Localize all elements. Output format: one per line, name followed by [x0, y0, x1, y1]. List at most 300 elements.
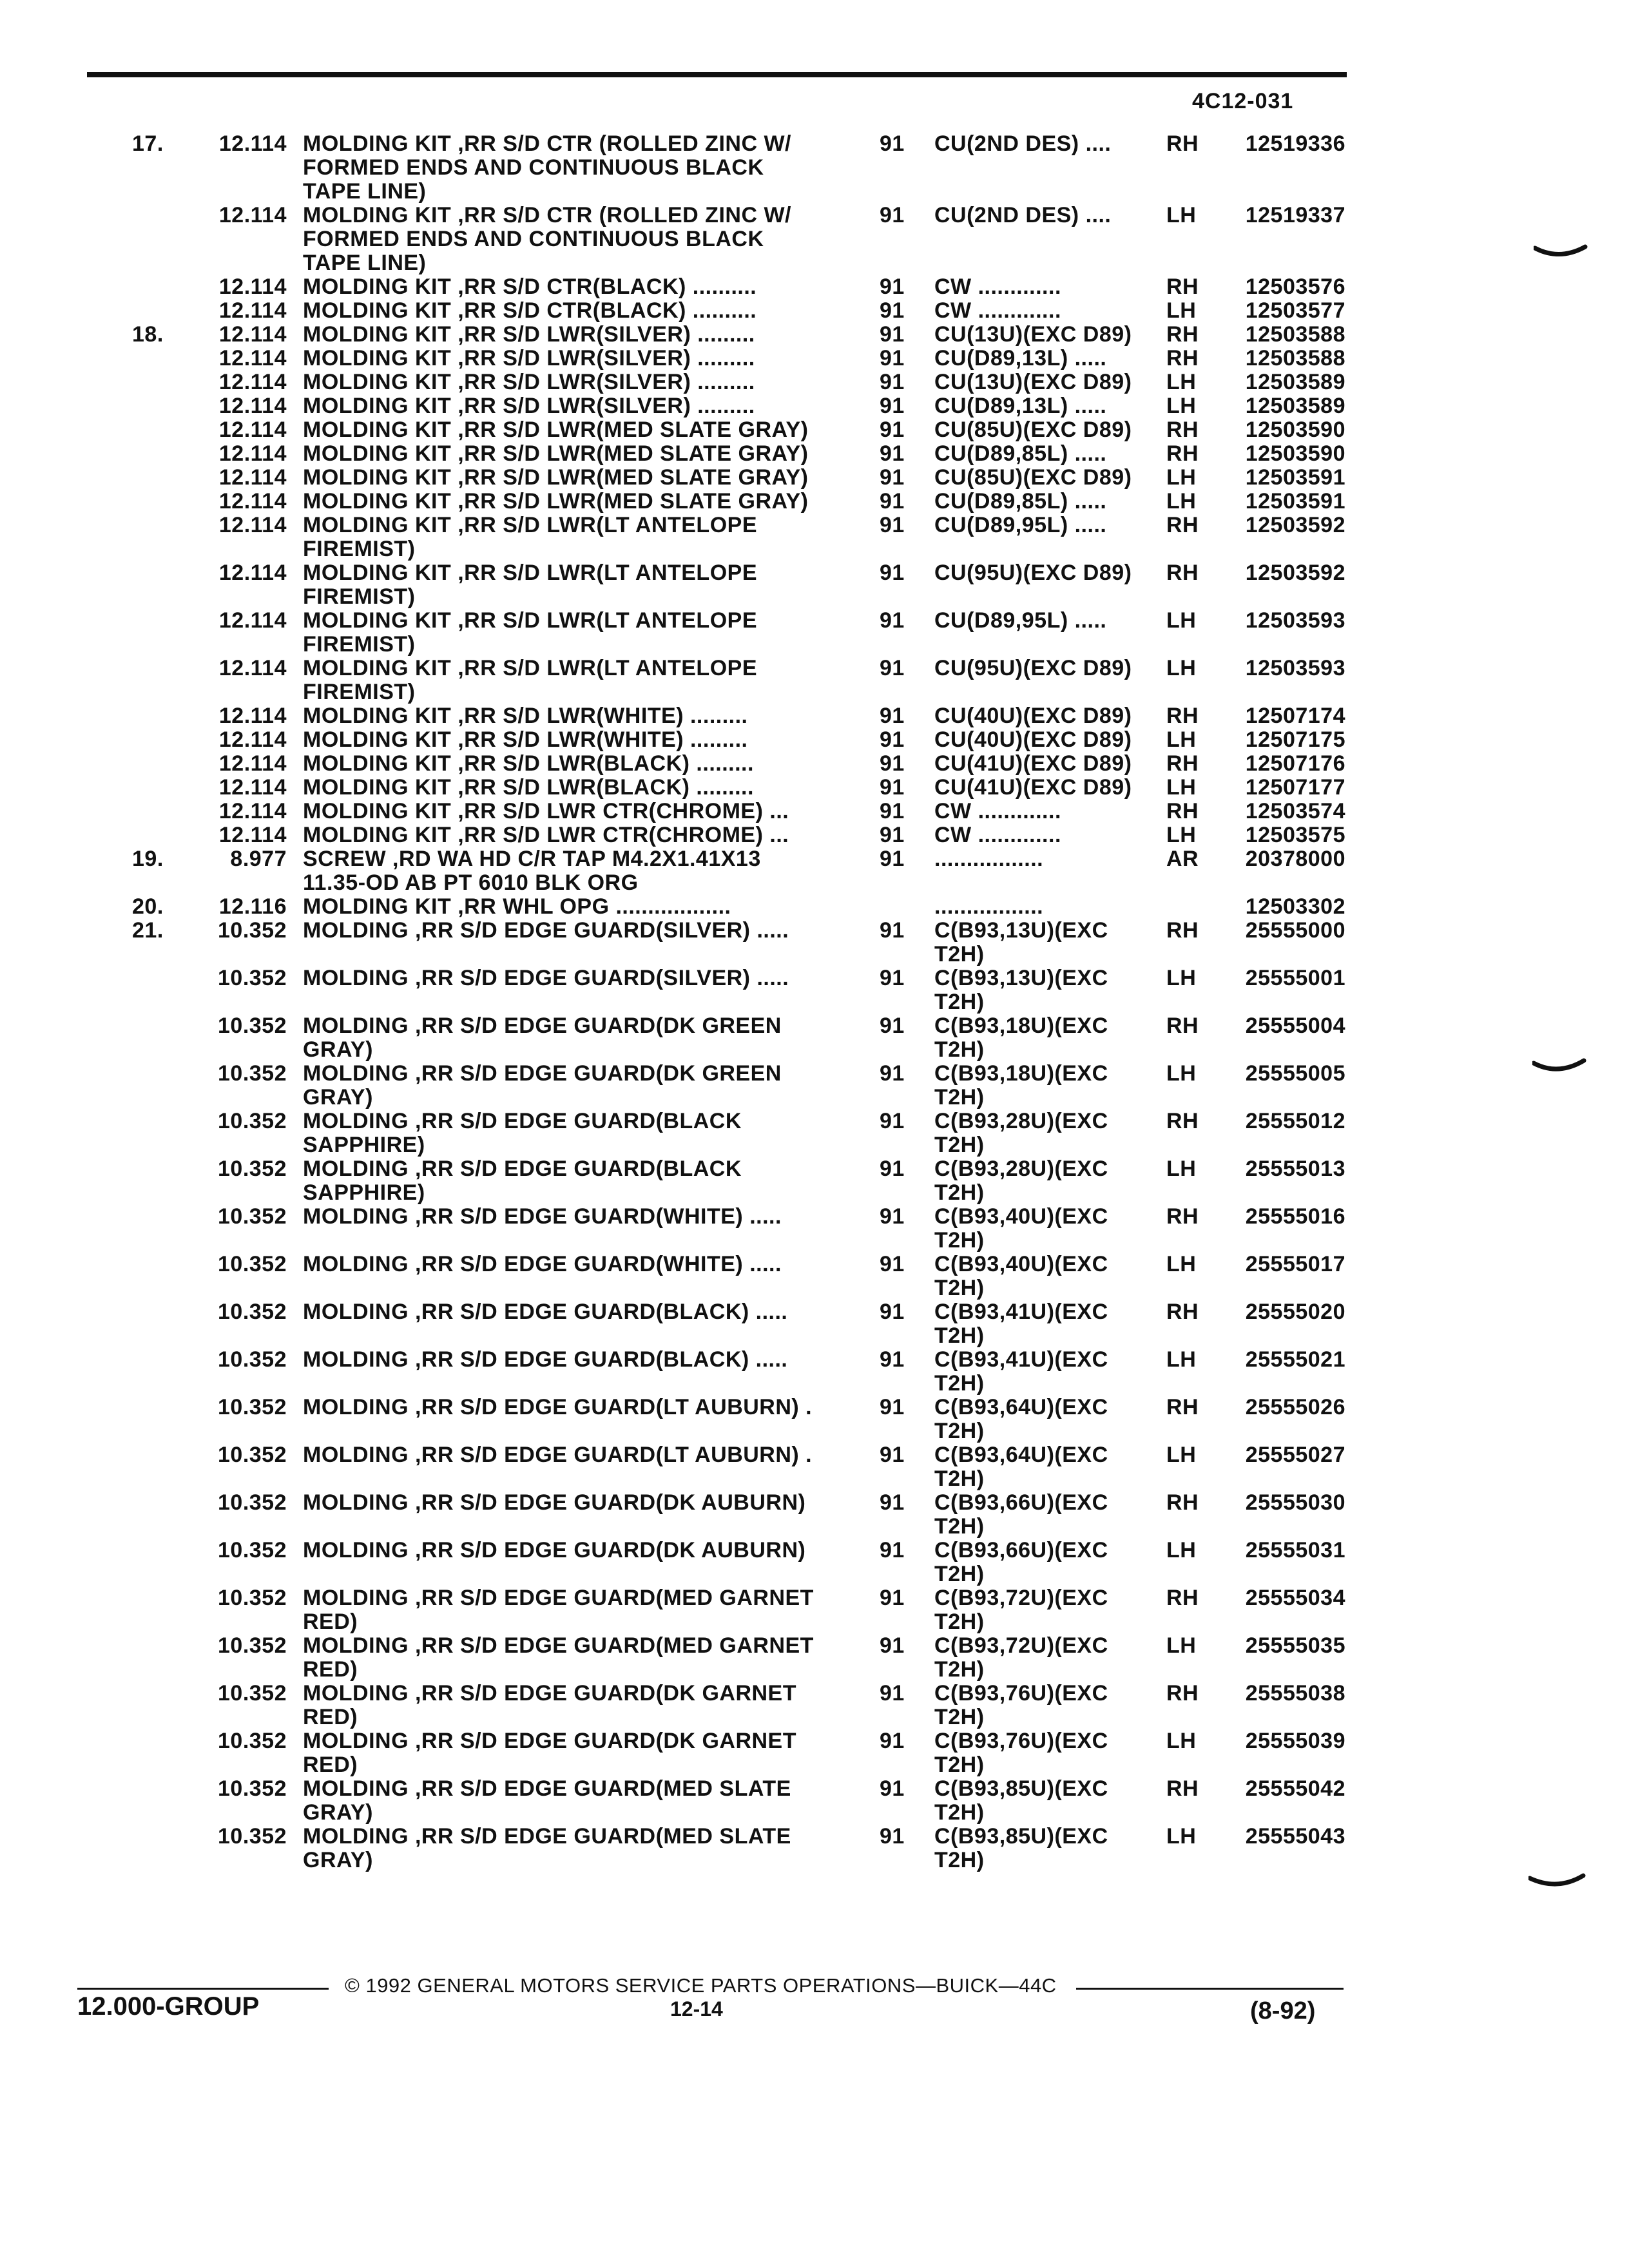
- part-number: 12503589: [1245, 394, 1345, 418]
- group-code: 12.114: [218, 394, 287, 418]
- side: RH: [1166, 1014, 1199, 1038]
- group-code: 10.352: [218, 1347, 287, 1372]
- model-usage: CU(95U)(EXC D89): [934, 657, 1132, 680]
- part-description: MOLDING ,RR S/D EDGE GUARD(SILVER) .....: [303, 966, 789, 990]
- model-year: 91: [880, 561, 905, 585]
- part-description: MOLDING ,RR S/D EDGE GUARD(WHITE) .....: [303, 1205, 782, 1229]
- side: AR: [1166, 847, 1199, 871]
- model-usage: C(B93,18U)(EXC T2H): [934, 1014, 1108, 1062]
- model-usage: CU(D89,13L) .....: [934, 394, 1107, 418]
- model-year: 91: [880, 322, 905, 347]
- group-code: 12.114: [218, 441, 287, 466]
- part-description: MOLDING KIT ,RR S/D CTR (ROLLED ZINC W/ FORMED ENDS AND CONTINUOUS BLACK TAPE LINE): [303, 132, 791, 204]
- side: RH: [1166, 918, 1199, 943]
- side: LH: [1166, 727, 1197, 752]
- table-row: [0, 1014, 1629, 1062]
- part-number: 12507177: [1245, 775, 1345, 800]
- part-description: MOLDING KIT ,RR S/D LWR(MED SLATE GRAY): [303, 442, 809, 466]
- side: LH: [1166, 1061, 1197, 1086]
- table-row: [0, 1300, 1629, 1348]
- model-usage: C(B93,72U)(EXC T2H): [934, 1586, 1108, 1634]
- part-number: 25555034: [1245, 1586, 1345, 1610]
- ref-number: 19.: [132, 847, 164, 871]
- part-number: 25555021: [1245, 1347, 1345, 1372]
- group-code: 12.114: [218, 823, 287, 847]
- group-code: 12.114: [218, 513, 287, 537]
- group-code: 12.114: [218, 298, 287, 323]
- model-year: 91: [880, 1681, 905, 1706]
- group-code: 10.352: [218, 1157, 287, 1181]
- model-usage: C(B93,64U)(EXC T2H): [934, 1396, 1108, 1443]
- copyright-notice: © 1992 GENERAL MOTORS SERVICE PARTS OPERATIONS—BUICK—44C: [345, 1974, 1057, 1997]
- model-usage: C(B93,41U)(EXC T2H): [934, 1348, 1108, 1396]
- part-description: MOLDING KIT ,RR S/D CTR(BLACK) ..........: [303, 275, 757, 299]
- part-number: 12503588: [1245, 322, 1345, 347]
- side: LH: [1166, 489, 1197, 514]
- side: LH: [1166, 966, 1197, 990]
- side: LH: [1166, 823, 1197, 847]
- model-usage: CU(D89,85L) .....: [934, 442, 1107, 466]
- group-code: 10.352: [218, 1776, 287, 1801]
- group-code: 10.352: [218, 918, 287, 943]
- model-usage: CU(85U)(EXC D89): [934, 466, 1132, 490]
- part-description: MOLDING KIT ,RR S/D LWR(LT ANTELOPE FIREMIST): [303, 657, 758, 704]
- part-number: 25555004: [1245, 1014, 1345, 1038]
- table-row: [0, 1157, 1629, 1205]
- part-number: 12503302: [1245, 894, 1345, 919]
- part-description: MOLDING KIT ,RR S/D LWR(SILVER) .........: [303, 370, 755, 394]
- group-code: 12.114: [218, 561, 287, 585]
- part-description: MOLDING KIT ,RR S/D LWR(BLACK) .........: [303, 776, 754, 800]
- part-description: MOLDING KIT ,RR S/D CTR(BLACK) ..........: [303, 299, 757, 323]
- ref-number: 20.: [132, 894, 164, 919]
- model-usage: CW .............: [934, 800, 1061, 823]
- model-usage: CU(40U)(EXC D89): [934, 728, 1132, 752]
- table-row: [0, 847, 1629, 895]
- side: LH: [1166, 1538, 1197, 1562]
- model-usage: CU(D89,95L) .....: [934, 514, 1107, 537]
- part-description: MOLDING KIT ,RR S/D LWR(WHITE) .........: [303, 728, 748, 752]
- part-number: 25555012: [1245, 1109, 1345, 1133]
- model-usage: C(B93,72U)(EXC T2H): [934, 1634, 1108, 1682]
- model-usage: CU(41U)(EXC D89): [934, 776, 1132, 800]
- model-usage: CU(95U)(EXC D89): [934, 561, 1132, 585]
- part-number: 25555043: [1245, 1824, 1345, 1849]
- group-code: 10.352: [218, 1300, 287, 1324]
- model-usage: C(B93,76U)(EXC T2H): [934, 1682, 1108, 1729]
- model-usage: C(B93,85U)(EXC T2H): [934, 1777, 1108, 1825]
- part-description: MOLDING KIT ,RR S/D LWR(MED SLATE GRAY): [303, 490, 809, 514]
- group-code: 10.352: [218, 1395, 287, 1419]
- model-year: 91: [880, 1109, 905, 1133]
- model-usage: CW .............: [934, 299, 1061, 323]
- part-number: 12503588: [1245, 346, 1345, 370]
- group-code: 10.352: [218, 1824, 287, 1849]
- model-year: 91: [880, 370, 905, 394]
- part-number: 12519336: [1245, 131, 1345, 156]
- part-number: 25555027: [1245, 1443, 1345, 1467]
- group-label: 12.000-GROUP: [77, 1992, 260, 2021]
- table-row: [0, 1539, 1629, 1586]
- group-code: 10.352: [218, 1061, 287, 1086]
- model-year: 91: [880, 274, 905, 299]
- scan-mark: [1528, 1872, 1586, 1898]
- group-code: 12.114: [218, 418, 287, 442]
- model-year: 91: [880, 656, 905, 680]
- table-row: [0, 966, 1629, 1014]
- model-year: 91: [880, 1443, 905, 1467]
- model-usage: C(B93,28U)(EXC T2H): [934, 1110, 1108, 1157]
- group-code: 12.114: [218, 799, 287, 823]
- part-number: 12507175: [1245, 727, 1345, 752]
- side: LH: [1166, 465, 1197, 490]
- scan-mark: [1532, 1057, 1587, 1082]
- model-year: 91: [880, 966, 905, 990]
- model-usage: CU(40U)(EXC D89): [934, 704, 1132, 728]
- side: RH: [1166, 704, 1199, 728]
- side: LH: [1166, 203, 1197, 227]
- table-row: [0, 275, 1629, 299]
- part-number: 12503593: [1245, 608, 1345, 633]
- table-row: [0, 1110, 1629, 1157]
- part-number: 12503590: [1245, 441, 1345, 466]
- part-number: 25555039: [1245, 1729, 1345, 1753]
- side: RH: [1166, 346, 1199, 370]
- part-number: 12503591: [1245, 465, 1345, 490]
- model-year: 91: [880, 823, 905, 847]
- model-usage: CU(2ND DES) ....: [934, 204, 1112, 227]
- model-usage: CU(D89,95L) .....: [934, 609, 1107, 633]
- table-row: [0, 442, 1629, 466]
- side: RH: [1166, 561, 1199, 585]
- table-row: [0, 204, 1629, 275]
- part-description: SCREW ,RD WA HD C/R TAP M4.2X1.41X13 11.35-OD AB PT 6010 BLK ORG: [303, 847, 761, 895]
- group-code: 12.114: [218, 346, 287, 370]
- table-row: [0, 895, 1629, 919]
- side: LH: [1166, 1252, 1197, 1276]
- group-code: 10.352: [218, 1109, 287, 1133]
- model-usage: CW .............: [934, 823, 1061, 847]
- model-usage: C(B93,18U)(EXC T2H): [934, 1062, 1108, 1110]
- side: RH: [1166, 1204, 1199, 1229]
- table-row: [0, 347, 1629, 370]
- part-number: 12503592: [1245, 561, 1345, 585]
- model-usage: C(B93,76U)(EXC T2H): [934, 1729, 1108, 1777]
- group-code: 12.114: [218, 131, 287, 156]
- part-description: MOLDING ,RR S/D EDGE GUARD(LT AUBURN) .: [303, 1396, 813, 1419]
- part-number: 12519337: [1245, 203, 1345, 227]
- side: RH: [1166, 274, 1199, 299]
- scan-mark: [1534, 242, 1588, 267]
- part-description: MOLDING ,RR S/D EDGE GUARD(DK GREEN GRAY): [303, 1014, 782, 1062]
- table-row: [0, 657, 1629, 704]
- table-row: [0, 1682, 1629, 1729]
- model-year: 91: [880, 489, 905, 514]
- table-row: [0, 1825, 1629, 1872]
- part-number: 25555031: [1245, 1538, 1345, 1562]
- group-code: 8.977: [230, 847, 287, 871]
- model-year: 91: [880, 1061, 905, 1086]
- parts-list: [0, 132, 1629, 1872]
- side: RH: [1166, 751, 1199, 776]
- model-year: 91: [880, 1347, 905, 1372]
- part-number: 25555042: [1245, 1776, 1345, 1801]
- part-description: MOLDING KIT ,RR WHL OPG ..................: [303, 895, 731, 919]
- model-year: 91: [880, 1633, 905, 1658]
- part-description: MOLDING KIT ,RR S/D LWR(SILVER) .........: [303, 347, 755, 370]
- side: RH: [1166, 799, 1199, 823]
- part-description: MOLDING KIT ,RR S/D LWR CTR(CHROME) ...: [303, 823, 789, 847]
- part-number: 25555013: [1245, 1157, 1345, 1181]
- model-usage: C(B93,40U)(EXC T2H): [934, 1253, 1108, 1300]
- model-year: 91: [880, 775, 905, 800]
- table-row: [0, 466, 1629, 490]
- model-usage: .................: [934, 847, 1044, 871]
- model-year: 91: [880, 1538, 905, 1562]
- page-number: 12-14: [670, 1997, 723, 2021]
- part-number: 12503591: [1245, 489, 1345, 514]
- part-number: 25555030: [1245, 1490, 1345, 1515]
- model-usage: .................: [934, 895, 1044, 919]
- side: LH: [1166, 1633, 1197, 1658]
- model-usage: C(B93,28U)(EXC T2H): [934, 1157, 1108, 1205]
- table-row: [0, 1396, 1629, 1443]
- side: RH: [1166, 1300, 1199, 1324]
- group-code: 12.114: [218, 656, 287, 680]
- group-code: 10.352: [218, 1014, 287, 1038]
- model-year: 91: [880, 513, 905, 537]
- side: RH: [1166, 1395, 1199, 1419]
- part-description: MOLDING ,RR S/D EDGE GUARD(DK AUBURN): [303, 1491, 806, 1515]
- model-year: 91: [880, 394, 905, 418]
- table-row: [0, 1729, 1629, 1777]
- model-year: 91: [880, 441, 905, 466]
- part-description: MOLDING ,RR S/D EDGE GUARD(LT AUBURN) .: [303, 1443, 813, 1467]
- group-code: 10.352: [218, 1252, 287, 1276]
- part-description: MOLDING KIT ,RR S/D LWR(SILVER) .........: [303, 394, 755, 418]
- group-code: 12.114: [218, 322, 287, 347]
- group-code: 12.116: [218, 894, 287, 919]
- group-code: 12.114: [218, 751, 287, 776]
- part-description: MOLDING ,RR S/D EDGE GUARD(SILVER) .....: [303, 919, 789, 943]
- part-number: 12507176: [1245, 751, 1345, 776]
- group-code: 12.114: [218, 727, 287, 752]
- model-year: 91: [880, 465, 905, 490]
- table-row: [0, 394, 1629, 418]
- group-code: 12.114: [218, 704, 287, 728]
- model-year: 91: [880, 1157, 905, 1181]
- side: LH: [1166, 775, 1197, 800]
- table-row: [0, 561, 1629, 609]
- part-number: 12503576: [1245, 274, 1345, 299]
- side: LH: [1166, 394, 1197, 418]
- table-row: [0, 776, 1629, 800]
- model-usage: C(B93,85U)(EXC T2H): [934, 1825, 1108, 1872]
- group-code: 12.114: [218, 203, 287, 227]
- table-row: [0, 609, 1629, 657]
- side: LH: [1166, 298, 1197, 323]
- part-number: 12503577: [1245, 298, 1345, 323]
- model-usage: C(B93,64U)(EXC T2H): [934, 1443, 1108, 1491]
- table-row: [0, 800, 1629, 823]
- model-year: 91: [880, 1300, 905, 1324]
- part-description: MOLDING ,RR S/D EDGE GUARD(MED GARNET RED): [303, 1634, 814, 1682]
- part-number: 25555017: [1245, 1252, 1345, 1276]
- part-description: MOLDING ,RR S/D EDGE GUARD(DK AUBURN): [303, 1539, 806, 1562]
- model-usage: CW .............: [934, 275, 1061, 299]
- model-usage: C(B93,66U)(EXC T2H): [934, 1539, 1108, 1586]
- part-number: 25555005: [1245, 1061, 1345, 1086]
- part-number: 20378000: [1245, 847, 1345, 871]
- group-code: 10.352: [218, 1538, 287, 1562]
- model-year: 91: [880, 1729, 905, 1753]
- part-description: MOLDING ,RR S/D EDGE GUARD(DK GARNET RED): [303, 1682, 796, 1729]
- group-code: 10.352: [218, 1586, 287, 1610]
- part-description: MOLDING ,RR S/D EDGE GUARD(BLACK SAPPHIRE): [303, 1110, 742, 1157]
- model-year: 91: [880, 1776, 905, 1801]
- ref-number: 17.: [132, 131, 164, 156]
- model-year: 91: [880, 346, 905, 370]
- table-row: [0, 728, 1629, 752]
- model-year: 91: [880, 298, 905, 323]
- table-row: [0, 1777, 1629, 1825]
- model-usage: C(B93,41U)(EXC T2H): [934, 1300, 1108, 1348]
- table-row: [0, 1491, 1629, 1539]
- model-year: 91: [880, 418, 905, 442]
- model-year: 91: [880, 727, 905, 752]
- part-description: MOLDING KIT ,RR S/D LWR(WHITE) .........: [303, 704, 748, 728]
- part-number: 25555000: [1245, 918, 1345, 943]
- group-code: 10.352: [218, 1443, 287, 1467]
- table-row: [0, 370, 1629, 394]
- side: RH: [1166, 1776, 1199, 1801]
- part-description: MOLDING ,RR S/D EDGE GUARD(DK GREEN GRAY): [303, 1062, 782, 1110]
- table-row: [0, 490, 1629, 514]
- part-description: MOLDING KIT ,RR S/D LWR(LT ANTELOPE FIREMIST): [303, 609, 758, 657]
- table-row: [0, 1253, 1629, 1300]
- model-year: 91: [880, 751, 905, 776]
- side: LH: [1166, 1347, 1197, 1372]
- model-year: 91: [880, 1014, 905, 1038]
- part-number: 12503589: [1245, 370, 1345, 394]
- group-code: 12.114: [218, 775, 287, 800]
- side: LH: [1166, 1729, 1197, 1753]
- part-description: MOLDING ,RR S/D EDGE GUARD(BLACK SAPPHIRE): [303, 1157, 742, 1205]
- table-row: [0, 752, 1629, 776]
- part-description: MOLDING KIT ,RR S/D LWR CTR(CHROME) ...: [303, 800, 789, 823]
- footer-rule-left: [77, 1988, 329, 1990]
- group-code: 12.114: [218, 370, 287, 394]
- part-description: MOLDING KIT ,RR S/D LWR(LT ANTELOPE FIREMIST): [303, 514, 758, 561]
- side: LH: [1166, 1824, 1197, 1849]
- side: RH: [1166, 1586, 1199, 1610]
- table-row: [0, 1634, 1629, 1682]
- model-usage: C(B93,66U)(EXC T2H): [934, 1491, 1108, 1539]
- part-number: 12503574: [1245, 799, 1345, 823]
- model-year: 91: [880, 1204, 905, 1229]
- model-year: 91: [880, 799, 905, 823]
- group-code: 12.114: [218, 465, 287, 490]
- group-code: 10.352: [218, 1681, 287, 1706]
- table-row: [0, 132, 1629, 204]
- ref-number: 18.: [132, 322, 164, 347]
- part-number: 25555020: [1245, 1300, 1345, 1324]
- part-number: 25555038: [1245, 1681, 1345, 1706]
- part-number: 12503590: [1245, 418, 1345, 442]
- side: RH: [1166, 1109, 1199, 1133]
- part-description: MOLDING ,RR S/D EDGE GUARD(BLACK) .....: [303, 1348, 788, 1372]
- model-usage: CU(41U)(EXC D89): [934, 752, 1132, 776]
- group-code: 12.114: [218, 489, 287, 514]
- model-year: 91: [880, 131, 905, 156]
- page-date-code: (8-92): [1250, 1997, 1316, 2024]
- table-row: [0, 1062, 1629, 1110]
- group-code: 10.352: [218, 1633, 287, 1658]
- table-row: [0, 1586, 1629, 1634]
- part-number: 12503575: [1245, 823, 1345, 847]
- group-code: 10.352: [218, 966, 287, 990]
- model-year: 91: [880, 1395, 905, 1419]
- model-usage: C(B93,13U)(EXC T2H): [934, 919, 1108, 966]
- side: RH: [1166, 322, 1199, 347]
- part-description: MOLDING KIT ,RR S/D LWR(BLACK) .........: [303, 752, 754, 776]
- side: RH: [1166, 513, 1199, 537]
- part-number: 12507174: [1245, 704, 1345, 728]
- part-description: MOLDING ,RR S/D EDGE GUARD(MED SLATE GRAY): [303, 1825, 791, 1872]
- table-row: [0, 323, 1629, 347]
- side: RH: [1166, 1681, 1199, 1706]
- model-usage: CU(13U)(EXC D89): [934, 370, 1132, 394]
- model-year: 91: [880, 203, 905, 227]
- model-year: 91: [880, 847, 905, 871]
- model-usage: CU(2ND DES) ....: [934, 132, 1112, 156]
- side: LH: [1166, 656, 1197, 680]
- table-row: [0, 514, 1629, 561]
- group-code: 12.114: [218, 274, 287, 299]
- part-number: 25555035: [1245, 1633, 1345, 1658]
- part-description: MOLDING ,RR S/D EDGE GUARD(MED SLATE GRAY): [303, 1777, 791, 1825]
- group-code: 10.352: [218, 1204, 287, 1229]
- part-description: MOLDING KIT ,RR S/D LWR(LT ANTELOPE FIREMIST): [303, 561, 758, 609]
- side: RH: [1166, 131, 1199, 156]
- side: RH: [1166, 441, 1199, 466]
- model-usage: CU(D89,85L) .....: [934, 490, 1107, 514]
- side: RH: [1166, 1490, 1199, 1515]
- model-year: 91: [880, 1586, 905, 1610]
- model-year: 91: [880, 1490, 905, 1515]
- model-usage: CU(85U)(EXC D89): [934, 418, 1132, 442]
- part-number: 25555016: [1245, 1204, 1345, 1229]
- part-description: MOLDING KIT ,RR S/D LWR(MED SLATE GRAY): [303, 466, 809, 490]
- model-usage: C(B93,40U)(EXC T2H): [934, 1205, 1108, 1253]
- model-year: 91: [880, 704, 905, 728]
- table-row: [0, 418, 1629, 442]
- table-row: [0, 704, 1629, 728]
- part-description: MOLDING KIT ,RR S/D LWR(MED SLATE GRAY): [303, 418, 809, 442]
- part-description: MOLDING ,RR S/D EDGE GUARD(DK GARNET RED): [303, 1729, 796, 1777]
- side: LH: [1166, 370, 1197, 394]
- model-usage: CU(D89,13L) .....: [934, 347, 1107, 370]
- side: RH: [1166, 418, 1199, 442]
- table-row: [0, 1348, 1629, 1396]
- table-row: [0, 299, 1629, 323]
- model-usage: C(B93,13U)(EXC T2H): [934, 966, 1108, 1014]
- table-row: [0, 919, 1629, 966]
- part-number: 12503593: [1245, 656, 1345, 680]
- part-number: 12503592: [1245, 513, 1345, 537]
- part-description: MOLDING ,RR S/D EDGE GUARD(MED GARNET RED): [303, 1586, 814, 1634]
- part-description: MOLDING ,RR S/D EDGE GUARD(BLACK) .....: [303, 1300, 788, 1324]
